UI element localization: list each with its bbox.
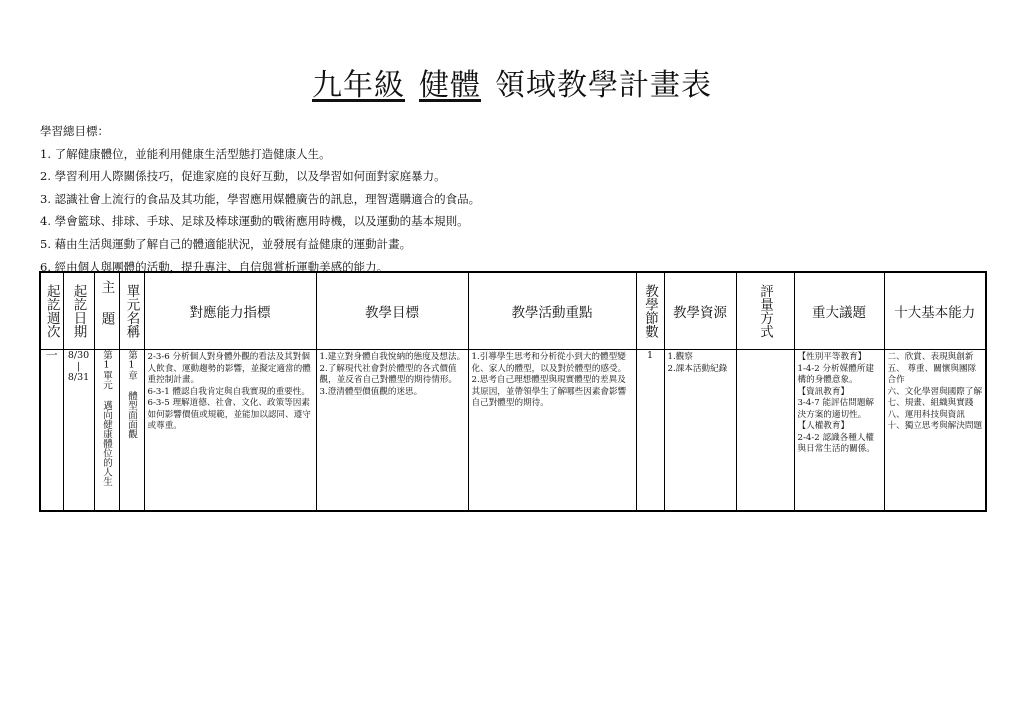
header-week: 起訖週次 (40, 272, 63, 350)
goal-item-4: 4. 學會籃球、排球、手球、足球及棒球運動的戰術應用時機，以及運動的基本規則。 (40, 214, 469, 229)
header-unit: 單元名稱 (119, 272, 144, 350)
cell-theme: 第1單元 邁向健康體位的人生 (94, 350, 119, 512)
cell-objective: 1.建立對身體自我悅納的態度及想法。 2.了解現代社會對於體型的各式價值觀，並反省自己對體型的期待情形。 3.澄清體型價值觀的迷思。 (316, 350, 468, 512)
title-subject: 健體 (419, 68, 481, 103)
cell-sessions: 1 (636, 350, 664, 512)
header-objective: 教學目標 (316, 272, 468, 350)
table-header-row (40, 272, 986, 350)
title-rest: 領域教學計畫表 (495, 68, 712, 103)
header-date: 起訖日期 (63, 272, 94, 350)
cell-issues: 【性別平等教育】 1-4-2 分析媒體所建構的身體意象。 【資訊教育】 3-4-7 能評估問題解決方案的適切性。 【人權教育】 2-4-2 認識各種人權與日常生活的關係。 (794, 350, 884, 512)
cell-indicator: 2-3-6 分析個人對身體外觀的看法及其對個人飲食、運動趨勢的影響，並擬定適當的體重控制計畫。 6-3-1 體認自我肯定與自我實現的重要性。 6-3-5 理解道德、社會、文化、政策等因素如何影響價值或規範，並能加以認同、遵守或尊重。 (144, 350, 316, 512)
header-sessions: 教學節數 (636, 272, 664, 350)
cell-date: 8/30 | 8/31 (63, 350, 94, 512)
header-assessment: 評量方式 (736, 272, 794, 350)
goal-item-3: 3. 認識社會上流行的食品及其功能，學習應用媒體廣告的訊息，理智選購適合的食品。 (40, 191, 481, 206)
cell-week: 一 (40, 350, 63, 512)
header-issues: 重大議題 (794, 272, 884, 350)
learning-goals (40, 120, 990, 278)
page-title (0, 66, 1024, 106)
title-grade: 九年級 (312, 68, 405, 103)
header-indicator: 對應能力指標 (144, 272, 316, 350)
goals-heading: 學習總目標： (40, 124, 109, 138)
cell-abilities: 二、欣賞、表現與創新 五、 尊重、關懷與團隊合作 六、文化學習與國際了解 七、規畫、組織與實踐 八、運用科技與資訊 十、獨立思考與解決問題 (884, 350, 986, 512)
header-resources: 教學資源 (664, 272, 736, 350)
goal-item-2: 2. 學習利用人際關係技巧，促進家庭的良好互動，以及學習如何面對家庭暴力。 (40, 169, 446, 184)
table-row (40, 350, 986, 512)
cell-activity: 1.引導學生思考和分析從小到大的體型變化、家人的體型，以及對於體型的感受。 2.思考自己理想體型與現實體型的差異及其原因，並帶領學生了解哪些因素會影響自己對體型的期待。 (468, 350, 636, 512)
cell-assessment (736, 350, 794, 512)
goal-item-1: 1. 了解健康體位，並能利用健康生活型態打造健康人生。 (40, 146, 331, 161)
goal-item-6: 6. 經由個人與團體的活動，提升專注、自信與賞析運動美感的能力。 (40, 259, 389, 274)
cell-resources: 1.觀察 2.課本活動紀錄 (664, 350, 736, 512)
cell-unit: 第1章 體型面面觀 (119, 350, 144, 512)
header-theme: 主題 (94, 272, 119, 350)
header-abilities: 十大基本能力 (884, 272, 986, 350)
header-activity: 教學活動重點 (468, 272, 636, 350)
teaching-plan-table (39, 271, 987, 512)
goal-item-5: 5. 藉由生活與運動了解自己的體適能狀況，並發展有益健康的運動計畫。 (40, 236, 412, 251)
